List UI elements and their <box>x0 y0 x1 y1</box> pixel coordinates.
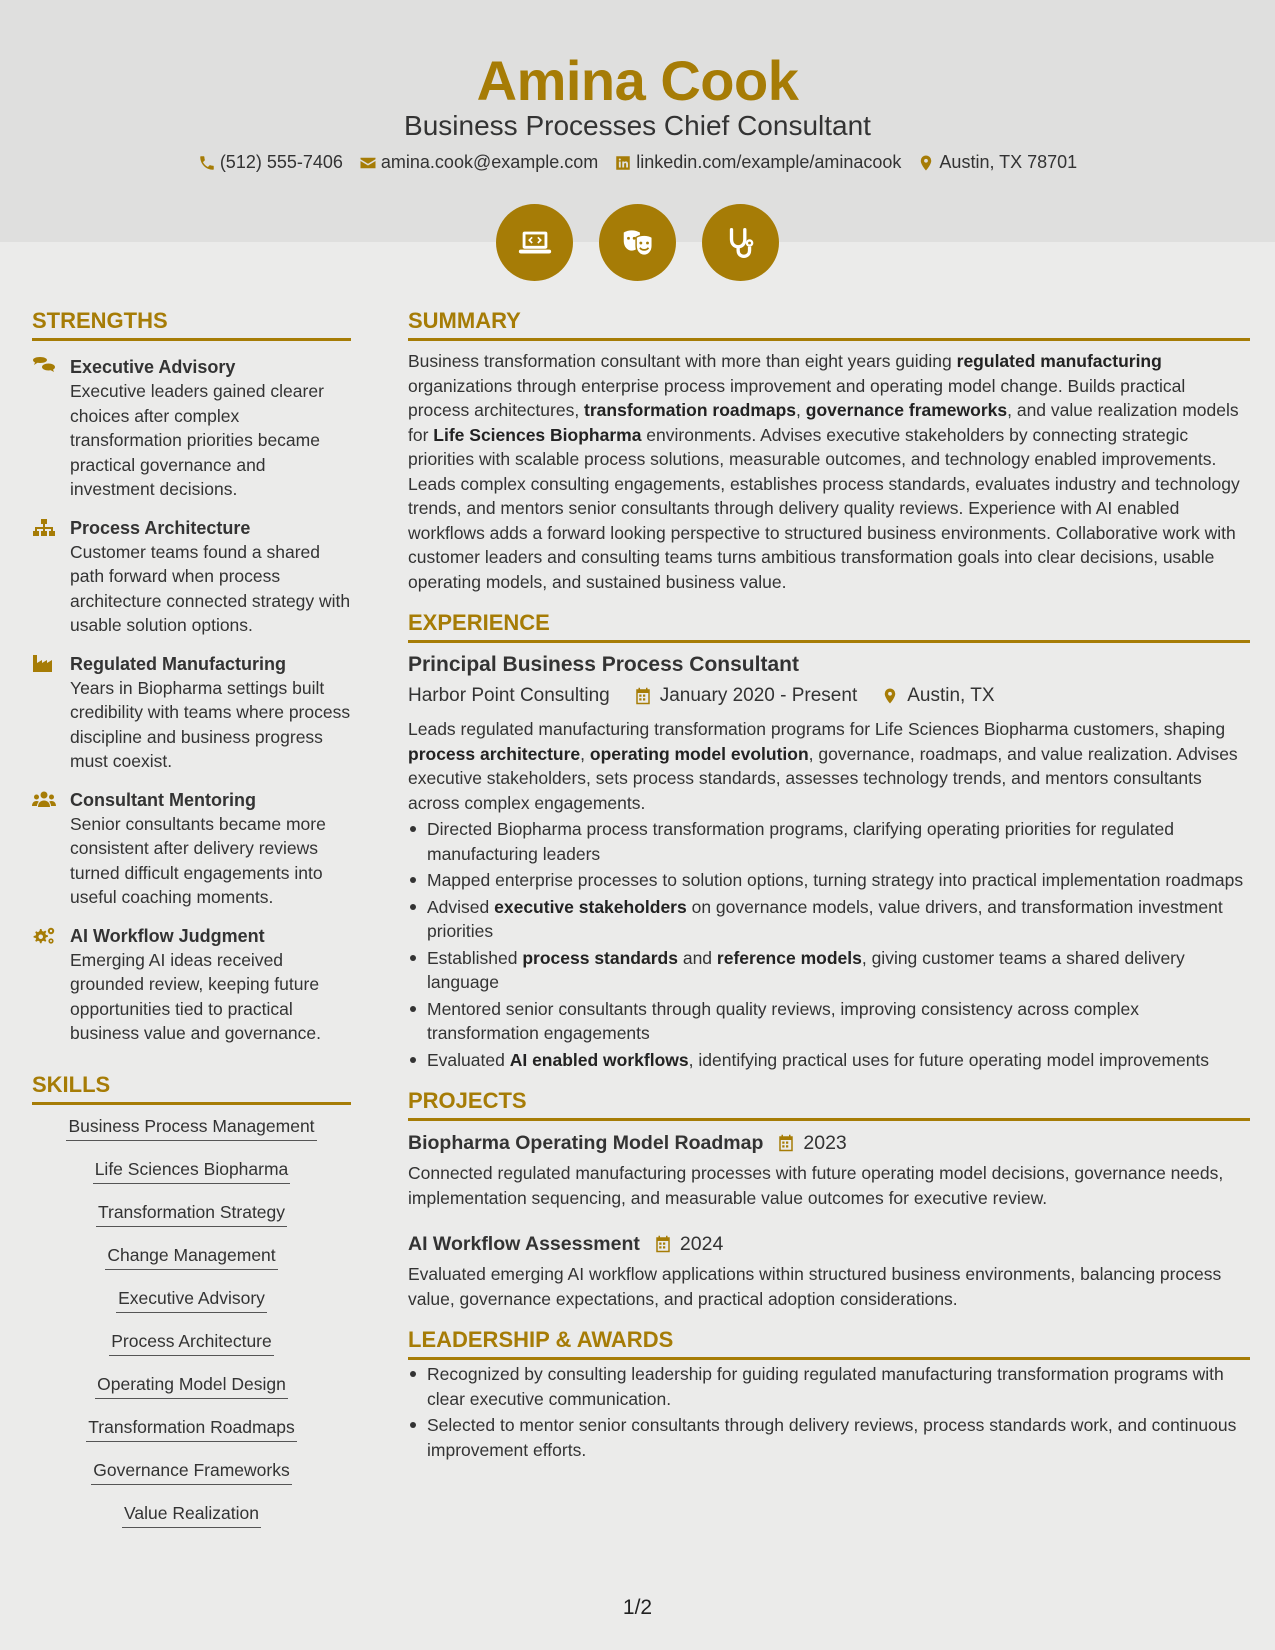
strength-title: Process Architecture <box>70 517 251 538</box>
phone-text: (512) 555-7406 <box>219 152 343 172</box>
skill-tag: Process Architecture <box>109 1330 273 1356</box>
calendar-icon <box>777 1134 795 1152</box>
job-meta <box>408 683 1250 709</box>
skill-tag: Operating Model Design <box>95 1373 288 1399</box>
strength-title: AI Workflow Judgment <box>70 925 265 946</box>
skill-tag: Governance Frameworks <box>91 1459 291 1485</box>
strength-item <box>32 924 351 1046</box>
project-name: AI Workflow Assessment <box>408 1233 640 1255</box>
skill-tag: Business Process Management <box>66 1115 316 1141</box>
strength-title: Consultant Mentoring <box>70 789 256 810</box>
envelope-icon <box>359 154 377 172</box>
industry-icon <box>32 654 56 674</box>
skill-tag: Transformation Strategy <box>96 1201 287 1227</box>
job-location: Austin, TX <box>907 685 995 706</box>
map-marker-icon <box>917 154 935 172</box>
experience-bullet: Mentored senior consultants through quality reviews, improving consistency across complex transformation engagements <box>408 997 1250 1046</box>
skills-list <box>32 1115 351 1545</box>
skill-tag: Value Realization <box>122 1502 261 1528</box>
left-column <box>32 308 351 1545</box>
experience-bullet: Evaluated AI enabled workflows, identifying practical uses for future operating model improvements <box>408 1048 1250 1073</box>
projects-heading: PROJECTS <box>408 1088 1250 1121</box>
location-text: Austin, TX 78701 <box>939 152 1078 172</box>
strength-title: Executive Advisory <box>70 357 236 377</box>
calendar-icon <box>654 1235 672 1253</box>
contact-row <box>0 152 1275 173</box>
strength-item <box>32 355 351 502</box>
project-name: Biopharma Operating Model Roadmap <box>408 1132 764 1154</box>
users-icon <box>32 790 56 810</box>
linkedin-text: linkedin.com/example/aminacook <box>636 152 902 172</box>
email-text: amina.cook@example.com <box>380 152 599 172</box>
cogs-icon <box>32 926 56 946</box>
strength-desc: Senior consultants became more consistent after delivery reviews turned difficult engagements into useful coaching moments. <box>70 813 326 907</box>
calendar-icon <box>634 687 652 705</box>
strength-desc: Customer teams found a shared path forward when process architecture connected strategy with usable solution options. <box>70 541 351 635</box>
job-description: Leads regulated manufacturing transformation programs for Life Sciences Biopharma customers, shaping process architecture, operating model evolution, governance, roadmaps, and value realization. Advises executive stakeholders, sets process standards, assesses technology trends, and mentors consultants across complex engagements. <box>408 719 1238 813</box>
laptop-code-badge <box>496 204 573 281</box>
job-dates: January 2020 - Present <box>659 685 858 706</box>
strength-desc: Years in Biopharma settings built credibility with teams where process discipline and business progress must coexist. <box>70 677 351 771</box>
theater-masks-icon <box>619 224 657 262</box>
strength-item <box>32 516 351 638</box>
awards-list <box>408 1362 1250 1462</box>
experience-bullet: Established process standards and reference models, giving customer teams a shared delivery language <box>408 946 1250 995</box>
project-desc: Evaluated emerging AI workflow applications within structured business environments, balancing process value, governance expectations, and practical adoption considerations. <box>408 1264 1222 1309</box>
summary-heading: SUMMARY <box>408 308 1250 341</box>
company-name: Harbor Point Consulting <box>408 685 610 706</box>
strength-desc: Emerging AI ideas received grounded review, keeping future opportunities tied to practical business value and governance. <box>70 949 322 1043</box>
skill-tag: Life Sciences Biopharma <box>93 1158 291 1184</box>
candidate-role: Business Processes Chief Consultant <box>404 110 871 141</box>
strength-desc: Executive leaders gained clearer choices after complex transformation priorities became practical governance and investment decisions. <box>70 381 324 499</box>
strength-item <box>32 652 351 774</box>
laptop-code-icon <box>516 224 554 262</box>
sitemap-icon <box>32 518 56 538</box>
theater-masks-badge <box>599 204 676 281</box>
strength-item <box>32 788 351 910</box>
skill-tag: Change Management <box>105 1244 277 1270</box>
summary-text: Business transformation consultant with more than eight years guiding regulated manufacturing organizations through enterprise process improvement and operating model change. Builds practical process architectures, transformation roadmaps, governance frameworks, and value realization models for Life Sciences Biopharma environments. Advises executive stakeholders by connecting strategic priorities with scalable process solutions, measurable outcomes, and technology enabled improvements. Leads complex consulting engagements, establishes process standards, evaluates industry and technology trends, and mentors senior consultants through delivery quality reviews. Experience with AI enabled workflows adds a forward looking perspective to structured business environments. Collaborative work with customer leaders and consulting teams turns ambitious transformation goals into clear decisions, usable operating models, and sustained business value. <box>408 351 1240 592</box>
skill-tag: Transformation Roadmaps <box>86 1416 297 1442</box>
project-year: 2024 <box>679 1233 724 1255</box>
experience-bullet: Directed Biopharma process transformation programs, clarifying operating priorities for regulated manufacturing leaders <box>408 817 1250 866</box>
stethoscope-badge <box>702 204 779 281</box>
skills-heading: SKILLS <box>32 1072 351 1105</box>
skill-tag: Executive Advisory <box>116 1287 267 1313</box>
candidate-name: Amina Cook <box>476 49 799 112</box>
email-contact[interactable] <box>359 152 598 173</box>
strength-title: Regulated Manufacturing <box>70 653 287 674</box>
phone-contact[interactable] <box>198 152 343 173</box>
project-year: 2023 <box>803 1132 847 1154</box>
page-number: 1/2 <box>622 1596 653 1619</box>
experience-bullet: Mapped enterprise processes to solution options, turning strategy into practical implementation roadmaps <box>408 868 1250 893</box>
experience-bullets <box>408 817 1250 1072</box>
job-title: Principal Business Process Consultant <box>408 653 799 676</box>
phone-icon <box>198 154 216 172</box>
award-item: Recognized by consulting leadership for guiding regulated manufacturing transformation programs with clear executive communication. <box>408 1362 1250 1411</box>
experience-bullet: Advised executive stakeholders on governance models, value drivers, and transformation investment priorities <box>408 895 1250 944</box>
awards-heading: LEADERSHIP & AWARDS <box>408 1327 1250 1360</box>
comments-icon <box>32 357 56 377</box>
experience-heading: EXPERIENCE <box>408 610 1250 643</box>
project-desc: Connected regulated manufacturing processes with future operating model decisions, governance needs, implementation sequencing, and measurable value outcomes for executive review. <box>408 1163 1224 1208</box>
linkedin-contact[interactable] <box>614 152 901 173</box>
strengths-heading: STRENGTHS <box>32 308 351 341</box>
location-contact <box>917 152 1077 173</box>
interest-badges <box>0 204 1275 281</box>
map-marker-icon <box>881 687 899 705</box>
award-item: Selected to mentor senior consultants through delivery reviews, process standards work, and continuous improvement efforts. <box>408 1413 1250 1462</box>
project-header <box>408 1129 1250 1157</box>
project-header <box>408 1230 1250 1258</box>
linkedin-icon <box>614 154 632 172</box>
stethoscope-icon <box>722 224 760 262</box>
right-column <box>408 308 1250 1464</box>
